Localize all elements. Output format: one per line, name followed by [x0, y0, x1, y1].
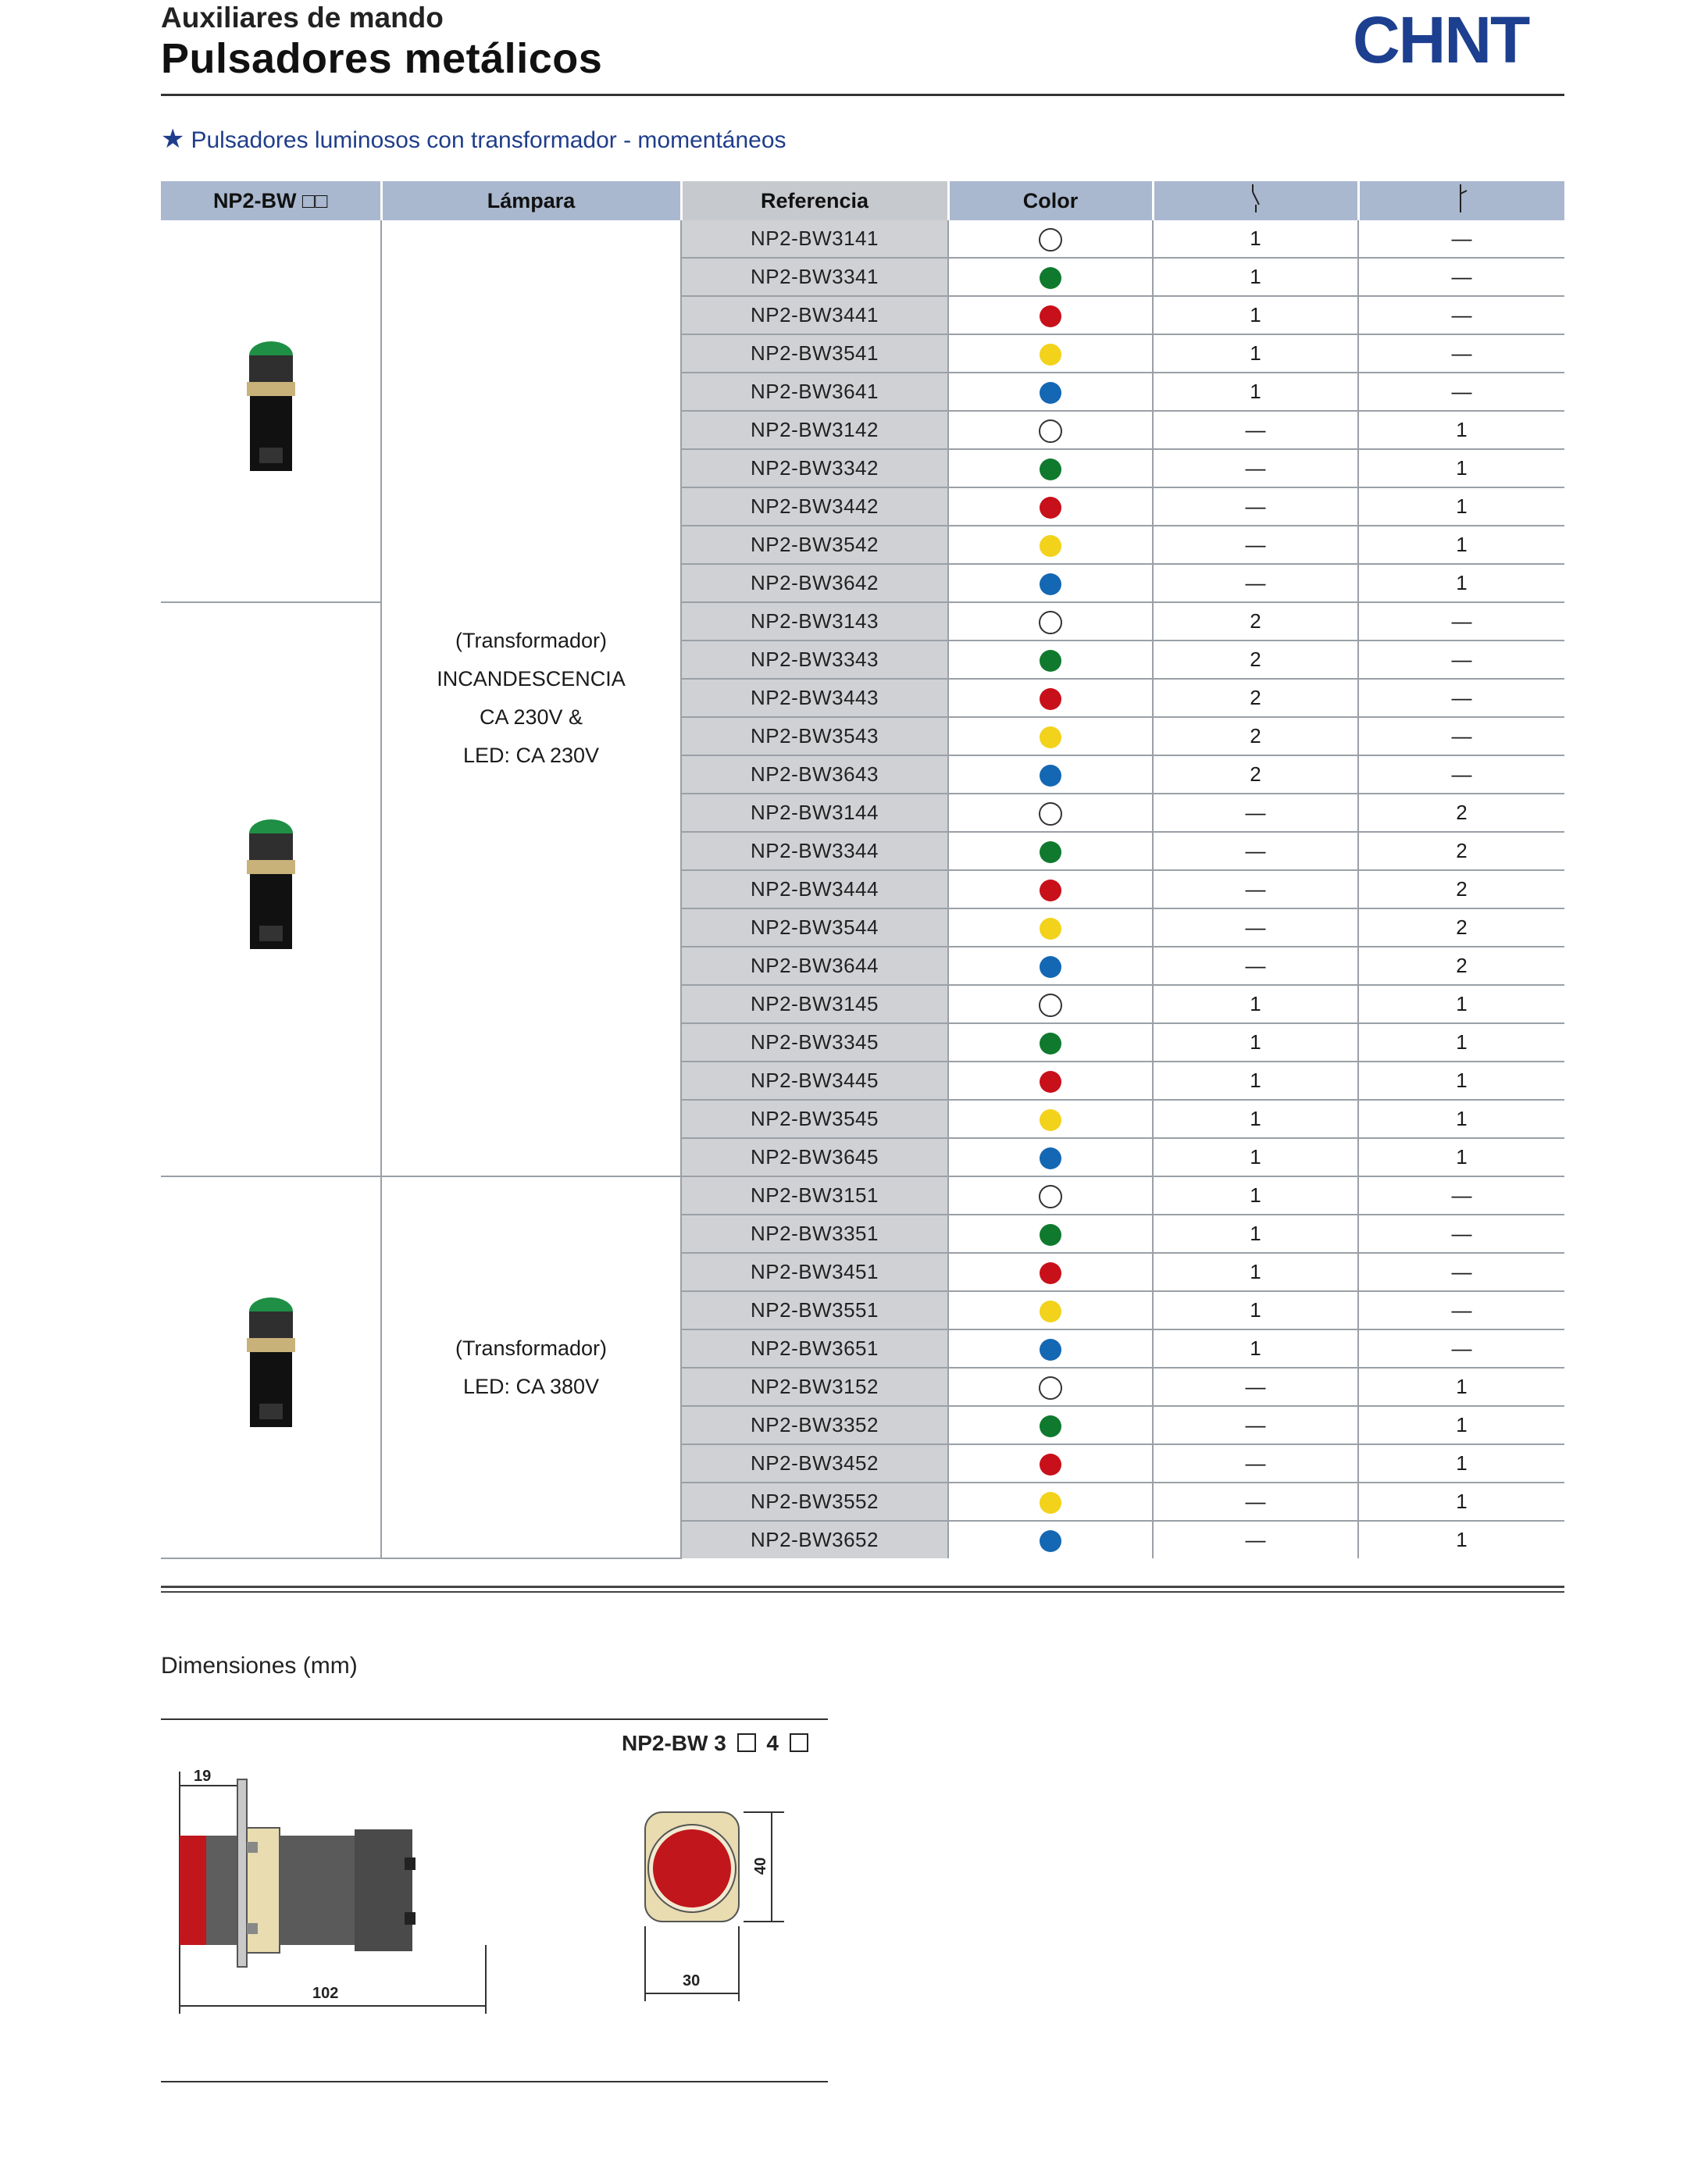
nc-contact-cell: — [1358, 717, 1564, 755]
nc-contact-cell: 1 [1358, 1023, 1564, 1062]
no-contact-cell: 1 [1153, 296, 1358, 334]
nc-contact-cell: 2 [1358, 832, 1564, 870]
color-cell [948, 1291, 1153, 1329]
dim-19-label: 19 [194, 1768, 212, 1785]
color-cell [948, 1329, 1153, 1368]
nc-contact-cell: — [1358, 755, 1564, 794]
reference-cell: NP2-BW3145 [681, 985, 948, 1023]
color-dot-blue [1040, 573, 1061, 595]
color-dot-green [1040, 1224, 1061, 1246]
reference-cell: NP2-BW3641 [681, 373, 948, 411]
lamp-cell [381, 220, 681, 1176]
color-dot-yellow [1040, 344, 1061, 366]
col-header-nc-contact [1358, 181, 1564, 220]
reference-cell: NP2-BW3545 [681, 1100, 948, 1138]
nc-contact-cell: 1 [1358, 1368, 1564, 1406]
color-dot-white [1039, 994, 1062, 1017]
nc-contact-cell: — [1358, 602, 1564, 641]
reference-cell: NP2-BW3152 [681, 1368, 948, 1406]
color-cell [948, 679, 1153, 717]
product-image-cell [161, 1176, 381, 1558]
dimensions-title: Dimensiones (mm) [161, 1653, 358, 1679]
no-contact-cell: — [1153, 526, 1358, 564]
reference-cell: NP2-BW3452 [681, 1444, 948, 1483]
reference-cell: NP2-BW3552 [681, 1483, 948, 1521]
reference-cell: NP2-BW3144 [681, 794, 948, 832]
col-header-model: NP2-BW □□ [161, 181, 381, 220]
lamp-line: INCANDESCENCIA [437, 666, 626, 691]
color-dot-yellow [1040, 918, 1061, 940]
nc-contact-cell: 2 [1358, 908, 1564, 947]
placeholder-box-icon [737, 1733, 756, 1752]
product-image-cell [161, 602, 381, 1176]
color-dot-yellow [1040, 1109, 1061, 1131]
color-dot-red [1040, 1262, 1061, 1284]
svg-text:CHNT: CHNT [1353, 5, 1529, 75]
lamp-line: (Transformador) [455, 1336, 608, 1360]
reference-cell: NP2-BW3451 [681, 1253, 948, 1291]
no-contact-cell: — [1153, 1406, 1358, 1444]
lamp-line: LED: CA 380V [462, 1374, 600, 1398]
nc-contact-cell: 2 [1358, 870, 1564, 908]
no-contact-cell: 1 [1153, 258, 1358, 296]
color-cell [948, 526, 1153, 564]
color-cell [948, 947, 1153, 985]
color-dot-blue [1040, 1339, 1061, 1361]
color-dot-green [1040, 459, 1061, 480]
nc-contact-cell: 1 [1358, 1483, 1564, 1521]
color-cell [948, 1215, 1153, 1253]
table-row [161, 220, 1564, 258]
nc-contact-cell: — [1358, 334, 1564, 373]
no-contact-cell: 1 [1153, 985, 1358, 1023]
no-contact-cell: 2 [1153, 602, 1358, 641]
dim-102-label: 102 [312, 1985, 339, 2002]
color-cell [948, 641, 1153, 679]
reference-cell: NP2-BW3543 [681, 717, 948, 755]
dim-40-label: 40 [752, 1857, 769, 1875]
color-cell [948, 487, 1153, 526]
lamp-line: (Transformador) [455, 628, 608, 652]
reference-cell: NP2-BW3141 [681, 220, 948, 258]
color-cell [948, 717, 1153, 755]
color-cell [948, 832, 1153, 870]
front-view-drawing [634, 1797, 798, 2023]
reference-cell: NP2-BW3351 [681, 1215, 948, 1253]
nc-contact-cell: 1 [1358, 449, 1564, 487]
color-dot-blue [1040, 956, 1061, 978]
color-dot-white [1039, 228, 1062, 252]
no-contact-cell: — [1153, 1521, 1358, 1558]
no-contact-cell: 1 [1153, 1291, 1358, 1329]
lamp-line: LED: CA 230V [462, 743, 600, 767]
color-cell [948, 870, 1153, 908]
pushbutton-product-image [236, 1294, 306, 1435]
nc-contact-cell: — [1358, 679, 1564, 717]
reference-cell: NP2-BW3142 [681, 411, 948, 449]
header-divider [161, 94, 1564, 96]
reference-cell: NP2-BW3444 [681, 870, 948, 908]
color-cell [948, 602, 1153, 641]
color-cell [948, 1368, 1153, 1406]
color-cell [948, 1483, 1153, 1521]
nc-contact-cell: 1 [1358, 1138, 1564, 1176]
no-contact-cell: 1 [1153, 220, 1358, 258]
no-contact-cell: — [1153, 908, 1358, 947]
reference-cell: NP2-BW3542 [681, 526, 948, 564]
col-header-reference: Referencia [681, 181, 948, 220]
color-dot-white [1039, 1376, 1062, 1400]
color-cell [948, 334, 1153, 373]
no-contact-cell: 1 [1153, 1100, 1358, 1138]
reference-cell: NP2-BW3544 [681, 908, 948, 947]
table-row [161, 1176, 1564, 1215]
nc-contact-cell: 1 [1456, 1528, 1468, 1551]
color-dot-red [1040, 880, 1061, 901]
nc-contact-cell: — [1358, 641, 1564, 679]
reference-cell: NP2-BW3645 [681, 1138, 948, 1176]
col-header-lamp: Lámpara [381, 181, 681, 220]
page-title: Pulsadores metálicos [161, 35, 603, 82]
star-icon: ★ [161, 124, 185, 154]
pushbutton-product-image [236, 338, 306, 479]
no-contact-cell: 1 [1153, 1329, 1358, 1368]
dimensions-model-label [622, 1731, 808, 1756]
no-contact-cell: — [1153, 947, 1358, 985]
col-header-no-contact [1153, 181, 1358, 220]
nc-contact-cell: — [1358, 220, 1564, 258]
reference-cell: NP2-BW3342 [681, 449, 948, 487]
no-contact-cell: — [1153, 1483, 1358, 1521]
reference-cell: NP2-BW3445 [681, 1062, 948, 1100]
model-mid: 4 [766, 1731, 779, 1755]
nc-contact-cell: 1 [1358, 411, 1564, 449]
reference-cell: NP2-BW3151 [681, 1176, 948, 1215]
section-pretitle: Auxiliares de mando [161, 2, 444, 34]
color-dot-yellow [1040, 535, 1061, 557]
nc-contact-cell: 1 [1358, 1100, 1564, 1138]
no-contact-cell: 2 [1153, 717, 1358, 755]
pushbutton-product-image [236, 816, 306, 957]
no-contact-cell: — [1153, 564, 1358, 602]
color-cell [948, 1406, 1153, 1444]
no-contact-cell: — [1153, 870, 1358, 908]
color-cell [948, 258, 1153, 296]
color-dot-yellow [1040, 1301, 1061, 1322]
reference-cell: NP2-BW3441 [681, 296, 948, 334]
nc-contact-cell: 1 [1358, 985, 1564, 1023]
color-dot-blue [1040, 1147, 1061, 1169]
no-contact-cell: — [1153, 487, 1358, 526]
reference-cell: NP2-BW3443 [681, 679, 948, 717]
subtitle [161, 123, 786, 155]
nc-contact-cell: 1 [1358, 526, 1564, 564]
color-dot-blue [1040, 382, 1061, 404]
color-dot-white [1039, 419, 1062, 443]
color-cell [948, 908, 1153, 947]
color-cell [948, 1176, 1153, 1215]
color-dot-green [1040, 1033, 1061, 1055]
table-row [161, 602, 1564, 641]
table-bottom-rule [161, 1586, 1564, 1588]
color-cell [948, 1023, 1153, 1062]
no-contact-cell: 1 [1153, 373, 1358, 411]
reference-cell: NP2-BW3651 [681, 1329, 948, 1368]
side-view-drawing [170, 1764, 498, 2022]
normally-open-contact-icon [1248, 184, 1264, 212]
product-image-cell [161, 220, 381, 602]
color-dot-white [1039, 1185, 1062, 1208]
color-dot-green [1040, 650, 1061, 672]
color-dot-blue [1040, 765, 1061, 787]
table-bottom-rule-2 [161, 1591, 1564, 1593]
subtitle-text: Pulsadores luminosos con transformador - momentáneos [191, 127, 786, 153]
color-dot-red [1040, 497, 1061, 519]
color-cell [948, 1253, 1153, 1291]
color-cell [948, 449, 1153, 487]
reference-cell: NP2-BW3345 [681, 1023, 948, 1062]
nc-contact-cell: 1 [1358, 1062, 1564, 1100]
nc-contact-cell: 1 [1358, 564, 1564, 602]
normally-closed-contact-icon [1454, 184, 1470, 212]
nc-contact-cell: 2 [1358, 794, 1564, 832]
color-dot-green [1040, 267, 1061, 289]
color-dot-red [1040, 688, 1061, 710]
no-contact-cell: — [1153, 832, 1358, 870]
color-cell [948, 373, 1153, 411]
color-dot-red [1040, 1454, 1061, 1476]
no-contact-cell: 1 [1153, 1253, 1358, 1291]
nc-contact-cell: — [1358, 258, 1564, 296]
no-contact-cell: 1 [1153, 1023, 1358, 1062]
no-contact-cell: 2 [1153, 679, 1358, 717]
color-cell [948, 296, 1153, 334]
color-dot-blue [1040, 1530, 1061, 1552]
col-header-color: Color [948, 181, 1153, 220]
color-cell [948, 220, 1153, 258]
no-contact-cell: — [1153, 794, 1358, 832]
color-dot-green [1040, 1415, 1061, 1437]
color-dot-green [1040, 841, 1061, 863]
color-cell [948, 411, 1153, 449]
table-header-row [161, 181, 1564, 220]
no-contact-cell: 2 [1153, 755, 1358, 794]
nc-contact-cell: 2 [1358, 947, 1564, 985]
chint-logo [1353, 5, 1564, 75]
no-contact-cell: — [1153, 1368, 1358, 1406]
no-contact-cell: 1 [1153, 1062, 1358, 1100]
no-contact-cell: 1 [1153, 1138, 1358, 1176]
nc-contact-cell: — [1358, 373, 1564, 411]
no-contact-cell: 1 [1153, 334, 1358, 373]
no-contact-cell: — [1153, 411, 1358, 449]
nc-contact-cell: — [1358, 1253, 1564, 1291]
color-cell [948, 1444, 1153, 1483]
color-dot-red [1040, 305, 1061, 327]
no-contact-cell: 2 [1153, 641, 1358, 679]
no-contact-cell: — [1153, 449, 1358, 487]
reference-cell: NP2-BW3541 [681, 334, 948, 373]
color-cell [948, 1062, 1153, 1100]
nc-contact-cell: 1 [1358, 1406, 1564, 1444]
placeholder-box-icon [790, 1733, 808, 1752]
color-cell [948, 985, 1153, 1023]
lamp-cell [381, 1176, 681, 1558]
color-cell [948, 1100, 1153, 1138]
color-cell [948, 755, 1153, 794]
reference-cell: NP2-BW3642 [681, 564, 948, 602]
model-prefix: NP2-BW 3 [622, 1731, 726, 1755]
lamp-line: CA 230V & [479, 705, 583, 729]
reference-cell: NP2-BW3442 [681, 487, 948, 526]
reference-cell: NP2-BW3643 [681, 755, 948, 794]
no-contact-cell: 1 [1153, 1215, 1358, 1253]
color-dot-white [1039, 611, 1062, 634]
nc-contact-cell: — [1358, 1176, 1564, 1215]
color-dot-yellow [1040, 1492, 1061, 1514]
dim-30-label: 30 [683, 1972, 701, 1990]
color-dot-red [1040, 1071, 1061, 1093]
reference-cell: NP2-BW3143 [681, 602, 948, 641]
nc-contact-cell: — [1358, 1291, 1564, 1329]
dimensions-divider-bottom [161, 2081, 828, 2082]
reference-cell: NP2-BW3551 [681, 1291, 948, 1329]
nc-contact-cell: — [1358, 1215, 1564, 1253]
nc-contact-cell: 1 [1358, 487, 1564, 526]
dimensions-divider-top [161, 1718, 828, 1720]
reference-cell: NP2-BW3344 [681, 832, 948, 870]
reference-cell: NP2-BW3652 [681, 1521, 948, 1558]
reference-cell: NP2-BW3644 [681, 947, 948, 985]
no-contact-cell: — [1153, 1444, 1358, 1483]
nc-contact-cell: 1 [1358, 1444, 1564, 1483]
product-table [161, 181, 1564, 1559]
reference-cell: NP2-BW3341 [681, 258, 948, 296]
nc-contact-cell: — [1358, 296, 1564, 334]
reference-cell: NP2-BW3343 [681, 641, 948, 679]
color-cell [948, 1521, 1153, 1558]
color-cell [948, 1138, 1153, 1176]
color-dot-white [1039, 802, 1062, 826]
nc-contact-cell: — [1358, 1329, 1564, 1368]
color-dot-yellow [1040, 726, 1061, 748]
color-cell [948, 794, 1153, 832]
no-contact-cell: 1 [1153, 1176, 1358, 1215]
reference-cell: NP2-BW3352 [681, 1406, 948, 1444]
color-cell [948, 564, 1153, 602]
